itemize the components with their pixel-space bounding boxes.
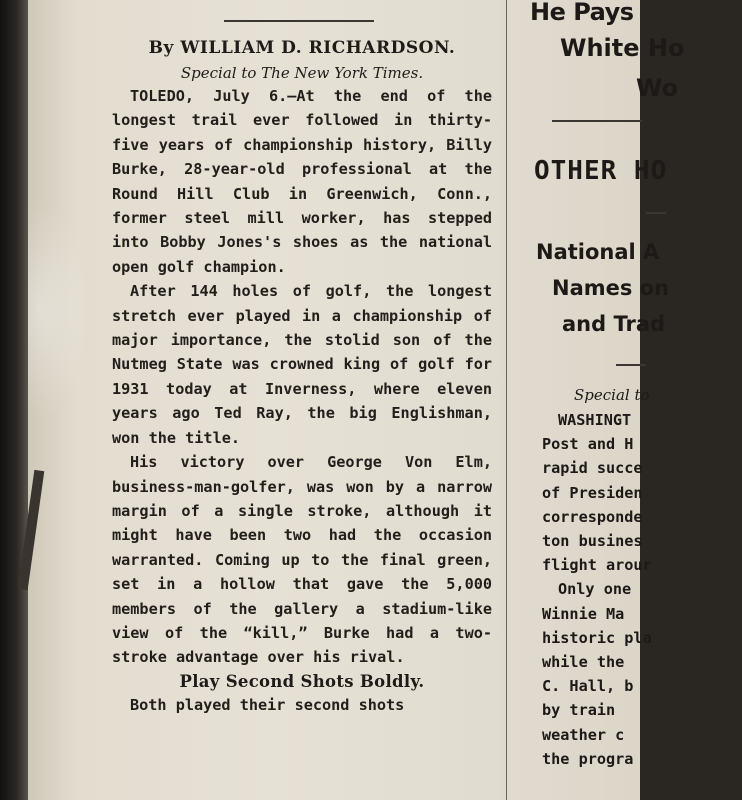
- headline-deck: and Trad: [562, 312, 666, 336]
- text-line: weather c: [542, 725, 625, 744]
- text-line: the progra: [542, 749, 634, 768]
- page-spine: [0, 0, 28, 800]
- text-line: rapid succe: [542, 459, 643, 478]
- text-line: by train: [542, 701, 616, 720]
- text-line: Only one: [558, 580, 632, 599]
- headline-other: OTHER HO: [534, 156, 668, 186]
- headline-deck: Wo: [636, 74, 679, 102]
- article-paragraph: After 144 holes of golf, the longest stretch ever played in a championship of major importance, the stolid son of the Nutmeg State was crowned king of golf for 1931 today at Inverness, where eleven years ago Ted Ray, the big Englishman, won the title.: [112, 282, 492, 447]
- dateline-credit: Special to The New York Times.: [180, 64, 424, 82]
- text-line: C. Hall, b: [542, 677, 634, 696]
- headline-deck: He Pays: [530, 0, 634, 26]
- article-paragraph-cutoff: Both played their second shots: [130, 695, 405, 714]
- dateline-credit: Special to: [574, 386, 650, 404]
- text-line: corresponde: [542, 507, 643, 526]
- article-paragraph: His victory over George Von Elm, business-man-golfer, was won by a narrow margin of a single stroke, although it might have been two had the occasion warranted. Coming up to the final green, set in a hollow that gave the 5,000 members of the gallery a stadium-like view of the “kill,” Burke had a two-stroke advantage over his rival.: [112, 453, 492, 667]
- text-line: Post and H: [542, 435, 634, 454]
- right-column: [506, 0, 685, 800]
- paper-wear: [28, 200, 88, 420]
- byline: By WILLIAM D. RICHARDSON.: [148, 38, 456, 58]
- headline-deck: White Ho: [560, 34, 685, 62]
- text-line: Winnie Ma: [542, 604, 625, 623]
- text-line: while the: [542, 653, 625, 672]
- text-line: ton busines: [542, 532, 643, 551]
- top-rule: [224, 20, 374, 22]
- text-line: historic pla: [542, 628, 652, 647]
- section-rule: [646, 212, 666, 214]
- right-article-text: [542, 408, 742, 771]
- text-line: flight arour: [542, 556, 652, 575]
- text-line: of Presiden: [542, 483, 643, 502]
- section-rule: [552, 120, 642, 122]
- section-rule: [616, 364, 646, 366]
- main-article-column: [112, 38, 492, 717]
- article-subhead: Play Second Shots Boldly.: [179, 671, 425, 691]
- headline-deck: Names on: [552, 276, 670, 300]
- article-paragraph: TOLEDO, July 6.—At the end of the longest trail ever followed in thirty-five years of championship history, Billy Burke, 28-year-old professional at the Round Hill Club in Greenwich, Conn., former steel mill worker, has stepped into Bobby Jones's shoes as the national open golf champion.: [112, 87, 492, 276]
- newspaper-page: [28, 0, 685, 800]
- headline-deck: National A: [536, 240, 660, 264]
- text-line: WASHINGT: [558, 411, 632, 429]
